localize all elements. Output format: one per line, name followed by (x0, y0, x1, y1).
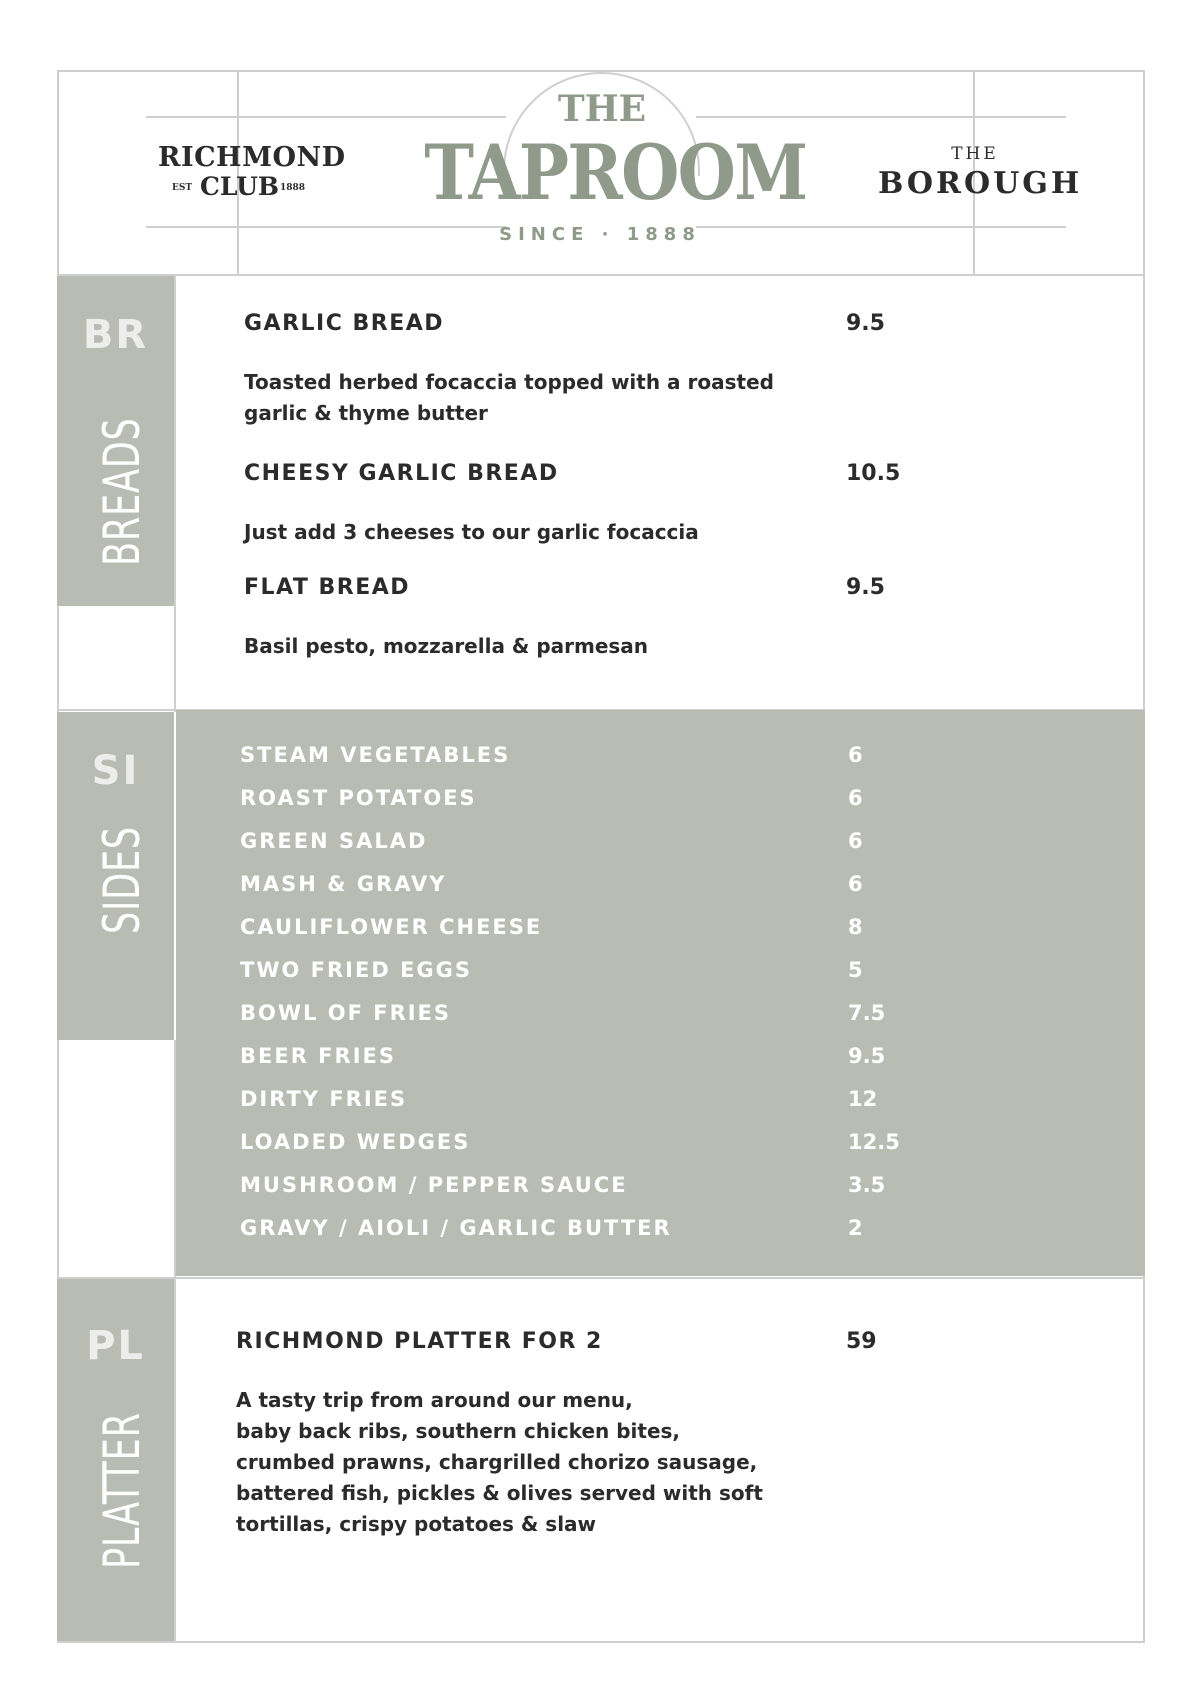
section-divider (174, 1040, 176, 1278)
desc-line: tortillas, crispy potatoes & slaw (236, 1512, 597, 1536)
side-item-name: GRAVY / AIOLI / GARLIC BUTTER (240, 1216, 672, 1240)
menu-item-desc: Toasted herbed focaccia topped with a roasted garlic & thyme butter (244, 370, 774, 425)
menu-item-desc: Just add 3 cheeses to our garlic focaccia (244, 520, 699, 544)
taproom-name: TAPROOM (424, 128, 807, 217)
header-rule (146, 226, 506, 228)
section-divider (174, 276, 176, 712)
side-item-name: TWO FRIED EGGS (240, 958, 473, 982)
menu-item-price: 59 (846, 1329, 877, 1354)
side-item-name: BOWL OF FRIES (240, 1001, 452, 1025)
side-item-name: MUSHROOM / PEPPER SAUCE (240, 1173, 628, 1197)
side-item-name: STEAM VEGETABLES (240, 743, 511, 767)
richmond-club-year: 1888 (280, 183, 306, 193)
platter-tab-abbr: PL (86, 1323, 145, 1369)
desc-line: battered fish, pickles & olives served with soft (236, 1481, 763, 1505)
section-divider (174, 1279, 176, 1641)
platter-tab-name: PLATTER (93, 1412, 151, 1569)
breads-tab-name: BREADS (93, 417, 151, 566)
sides-tab-abbr: SI (91, 748, 140, 794)
side-item-price: 9.5 (848, 1044, 886, 1068)
breads-tab-abbr: BR (82, 312, 149, 358)
side-item-price: 7.5 (848, 1001, 886, 1025)
menu-item-name: RICHMOND PLATTER FOR 2 (236, 1329, 603, 1354)
menu-item-name: FLAT BREAD (244, 575, 411, 600)
richmond-club-line1: RICHMOND (158, 142, 346, 173)
menu-item-desc: Basil pesto, mozzarella & parmesan (244, 634, 649, 658)
taproom-since: SINCE · 1888 (499, 224, 701, 245)
side-item-price: 6 (848, 743, 863, 767)
menu-item-price: 10.5 (846, 461, 901, 486)
side-item-name: GREEN SALAD (240, 829, 428, 853)
section-divider (57, 1277, 1145, 1279)
side-item-name: CAULIFLOWER CHEESE (240, 915, 543, 939)
menu-item-name: CHEESY GARLIC BREAD (244, 461, 559, 486)
borough-the: THE (951, 144, 999, 164)
side-item-price: 6 (848, 829, 863, 853)
borough-name: BOROUGH (878, 166, 1083, 201)
menu-item-name: GARLIC BREAD (244, 311, 445, 336)
side-item-price: 12 (848, 1087, 878, 1111)
breads-tab (57, 276, 174, 606)
side-item-name: BEER FRIES (240, 1044, 396, 1068)
side-item-price: 6 (848, 872, 863, 896)
side-item-name: LOADED WEDGES (240, 1130, 471, 1154)
side-item-price: 2 (848, 1216, 863, 1240)
side-item-name: MASH & GRAVY (240, 872, 447, 896)
side-item-price: 3.5 (848, 1173, 886, 1197)
desc-line: A tasty trip from around our menu, (236, 1388, 633, 1412)
menu-item-price: 9.5 (846, 311, 885, 336)
side-item-name: ROAST POTATOES (240, 786, 477, 810)
taproom-the: THE (557, 88, 647, 130)
sides-tab (57, 712, 174, 1040)
header-rule (146, 116, 506, 118)
sides-tab-name: SIDES (93, 826, 151, 934)
richmond-club-line2: CLUB (200, 172, 280, 201)
richmond-club-est: EST (172, 183, 193, 193)
side-item-name: DIRTY FRIES (240, 1087, 408, 1111)
desc-line: baby back ribs, southern chicken bites, (236, 1419, 681, 1443)
menu-item-price: 9.5 (846, 575, 885, 600)
side-item-price: 12.5 (848, 1130, 900, 1154)
header-rule (696, 116, 1066, 118)
header-rule (696, 226, 1066, 228)
platter-tab (57, 1279, 174, 1641)
side-item-price: 6 (848, 786, 863, 810)
side-item-price: 8 (848, 915, 863, 939)
desc-line: crumbed prawns, chargrilled chorizo sausage, (236, 1450, 758, 1474)
side-item-price: 5 (848, 958, 863, 982)
